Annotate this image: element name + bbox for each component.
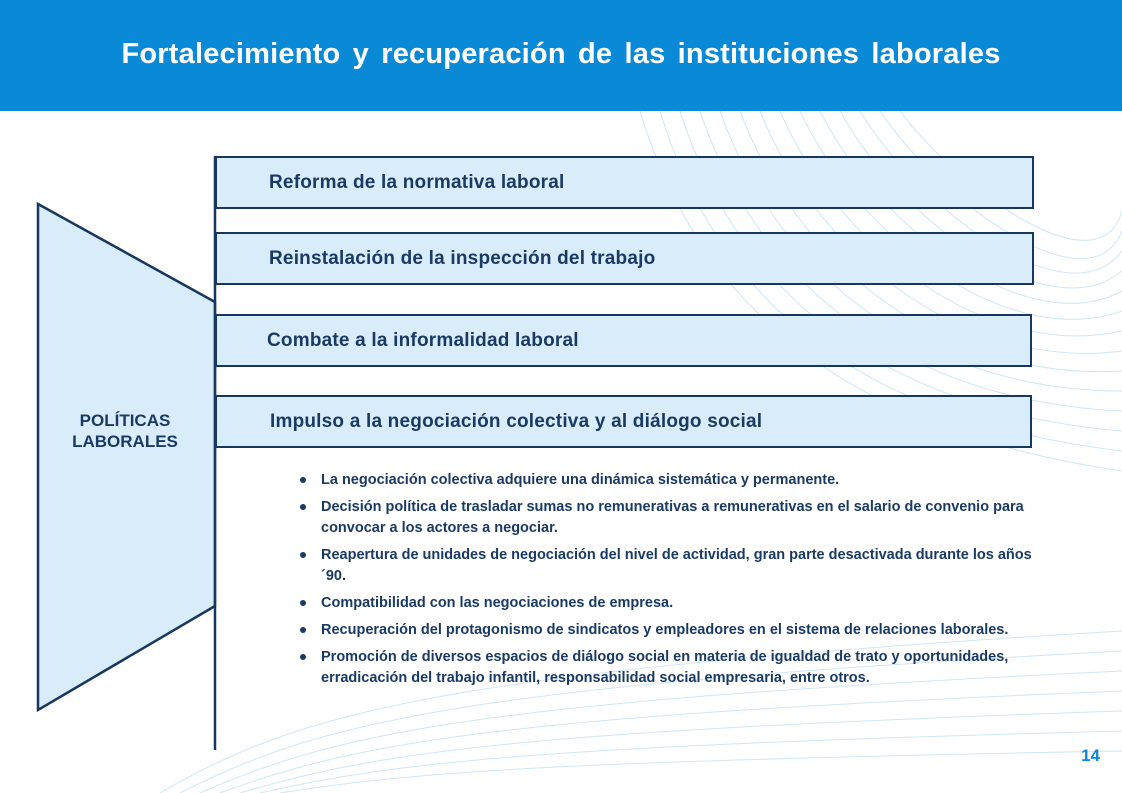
list-item-text: Decisión política de trasladar sumas no remunerativas a remunerativas en el salario de convenio para convocar a los actores a negociar. (321, 499, 1024, 536)
policy-box-informalidad (215, 314, 1032, 367)
policy-box-inspeccion (215, 232, 1034, 285)
list-item-text: Reapertura de unidades de negociación del nivel de actividad, gran parte desactivada durante los años ´90. (321, 547, 1032, 584)
list-item (300, 593, 1040, 614)
list-item (300, 647, 1040, 689)
bullet-dot-icon (300, 552, 306, 558)
policy-label: Impulso a la negociación colectiva y al diálogo social (270, 410, 763, 432)
policy-label: Reinstalación de la inspección del trabajo (269, 247, 656, 269)
bullet-dot-icon (300, 627, 306, 633)
list-item-text: Compatibilidad con las negociaciones de empresa. (321, 595, 674, 611)
list-item (300, 545, 1040, 587)
policies-label-line-2: LABORALES (72, 432, 178, 451)
list-item (300, 620, 1040, 641)
page-number: 14 (1081, 746, 1100, 765)
policy-label: Reforma de la normativa laboral (269, 171, 565, 193)
negotiation-bullet-list (300, 470, 1040, 695)
policy-box-normativa (215, 156, 1034, 209)
policies-label-line-1: POLÍTICAS (79, 411, 171, 430)
list-item-text: Promoción de diversos espacios de diálogo social en materia de igualdad de trato y oportunidades, erradicación del trabajo infantil, responsabilidad social empresaria, entre otros. (321, 649, 1009, 686)
bullet-dot-icon (300, 600, 306, 606)
list-item (300, 497, 1040, 539)
page-title: Fortalecimiento y recuperación de las instituciones laborales (121, 38, 1001, 70)
list-item-text: Recuperación del protagonismo de sindicatos y empleadores en el sistema de relaciones laborales. (321, 622, 1009, 638)
policy-label: Combate a la informalidad laboral (267, 329, 579, 351)
policies-label (40, 410, 210, 452)
policy-box-negociacion (215, 395, 1032, 448)
bullet-dot-icon (300, 654, 306, 660)
list-item (300, 470, 1040, 491)
bullet-dot-icon (300, 504, 306, 510)
bullet-dot-icon (300, 477, 306, 483)
list-item-text: La negociación colectiva adquiere una dinámica sistemática y permanente. (321, 472, 840, 488)
